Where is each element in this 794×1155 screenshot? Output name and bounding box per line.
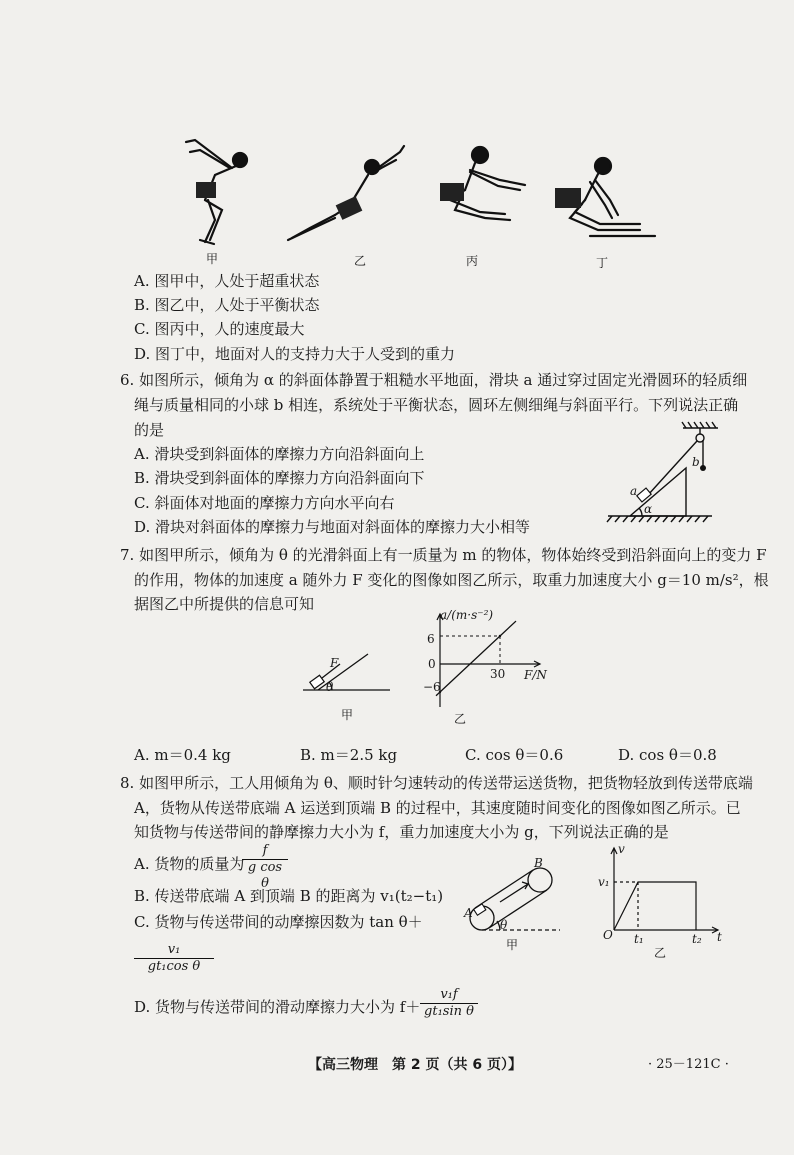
q8-option-c: C. 货物与传送带间的动摩擦因数为 tan θ＋ [134, 913, 423, 931]
q7-label-F: F [330, 656, 339, 670]
q5-label-ding: 丁 [596, 256, 609, 270]
q8-graph-t2: t₂ [692, 932, 702, 946]
q8-graph-O: O [603, 928, 613, 942]
q8-option-d-num: v₁f [420, 987, 478, 1004]
q8-option-d-den: gt₁sin θ [424, 1004, 474, 1019]
chart-ytick-0: 0 [428, 657, 436, 671]
q6-stem-3: 的是 [134, 421, 165, 439]
footer-code: · 25－121C · [648, 1057, 729, 1072]
q7-stem-1: 7. 如图甲所示，倾角为 θ 的光滑斜面上有一质量为 m 的物体，物体始终受到沿斜面向上的变力 F [120, 546, 767, 564]
q6-label-a: a [630, 484, 638, 498]
q7-label-jia: 甲 [341, 708, 354, 722]
q8-option-b: B. 传送带底端 A 到顶端 B 的距离为 v₁(t₂−t₁) [134, 887, 444, 905]
q7-option-c: C. cos θ＝0.6 [465, 746, 564, 764]
q6-option-b: B. 滑块受到斜面体的摩擦力方向沿斜面向下 [134, 469, 425, 487]
q6-option-a: A. 滑块受到斜面体的摩擦力方向沿斜面向上 [134, 445, 425, 463]
q5-option-b: B. 图乙中，人处于平衡状态 [134, 296, 320, 314]
q6-stem-2: 绳与质量相同的小球 b 相连，系统处于平衡状态，圆环左侧细绳与斜面平行。下列说法正确 [134, 396, 739, 414]
chart-xtick-30: 30 [490, 667, 506, 681]
chart-xlabel: F/N [524, 668, 547, 682]
q7-stem-2: 的作用，物体的加速度 a 随外力 F 变化的图像如图乙所示，取重力加速度大小 g＝10 m/s²，根 [134, 571, 769, 589]
q8-option-c-num: v₁ [134, 942, 214, 959]
q8-option-a-prefix: A. 货物的质量为 [134, 855, 245, 873]
footer-title: 【高三物理 第 2 页（共 6 页）】 [308, 1057, 522, 1073]
q5-label-bing: 丙 [466, 254, 479, 268]
q8-option-a-den: g cos θ [247, 860, 283, 891]
q5-option-d: D. 图丁中，地面对人的支持力大于人受到的重力 [134, 345, 456, 363]
q5-option-c: C. 图丙中，人的速度最大 [134, 320, 305, 338]
q7-label-theta: θ [326, 680, 334, 694]
q8-stem-1: 8. 如图甲所示，工人用倾角为 θ、顺时针匀速转动的传送带运送货物，把货物轻放到传送带底端 [120, 774, 753, 792]
chart-ytick-6: 6 [427, 632, 435, 646]
q6-label-alpha: α [644, 502, 653, 516]
q8-graph-v: v [618, 842, 625, 856]
q8-stem-2: A，货物从传送带底端 A 运送到顶端 B 的过程中，其速度随时间变化的图像如图乙所示。已 [134, 799, 741, 817]
q7-label-yi: 乙 [454, 712, 467, 726]
q8-stem-3: 知货物与传送带间的静摩擦力大小为 f，重力加速度大小为 g，下列说法正确的是 [134, 823, 669, 841]
q8-option-d-prefix: D. 货物与传送带间的滑动摩擦力大小为 f＋ [134, 998, 421, 1016]
q8-fig-label-A: A [464, 906, 473, 920]
q8-graph-t: t [717, 930, 722, 944]
q8-fig-label-theta: θ [500, 918, 508, 932]
q5-label-jia: 甲 [206, 252, 219, 266]
q8-graph-t1: t₁ [634, 932, 644, 946]
q7-option-b: B. m＝2.5 kg [300, 746, 398, 764]
q8-fig-label-B: B [534, 856, 543, 870]
q6-label-b: b [692, 455, 700, 469]
q8-graph-label-yi: 乙 [654, 946, 667, 960]
q5-option-a: A. 图甲中，人处于超重状态 [134, 272, 320, 290]
q6-option-c: C. 斜面体对地面的摩擦力方向水平向右 [134, 494, 395, 512]
q6-option-d: D. 滑块对斜面体的摩擦力与地面对斜面体的摩擦力大小相等 [134, 518, 531, 536]
chart-ytick-neg6: −6 [423, 680, 441, 694]
q7-option-a: A. m＝0.4 kg [134, 746, 231, 764]
q7-option-d: D. cos θ＝0.8 [618, 746, 717, 764]
q5-label-yi: 乙 [354, 254, 367, 268]
q8-graph-v1: v₁ [598, 875, 610, 889]
q7-stem-3: 据图乙中所提供的信息可知 [134, 595, 315, 613]
q8-option-a-num: f [242, 843, 288, 860]
chart-ylabel: a/(m·s⁻²) [440, 608, 494, 622]
q6-stem-1: 6. 如图所示，倾角为 α 的斜面体静置于粗糙水平地面，滑块 a 通过穿过固定光滑圆环的轻质细 [120, 371, 748, 389]
q8-fig-label-jia: 甲 [506, 938, 519, 952]
q8-option-c-den: gt₁cos θ [147, 959, 201, 974]
